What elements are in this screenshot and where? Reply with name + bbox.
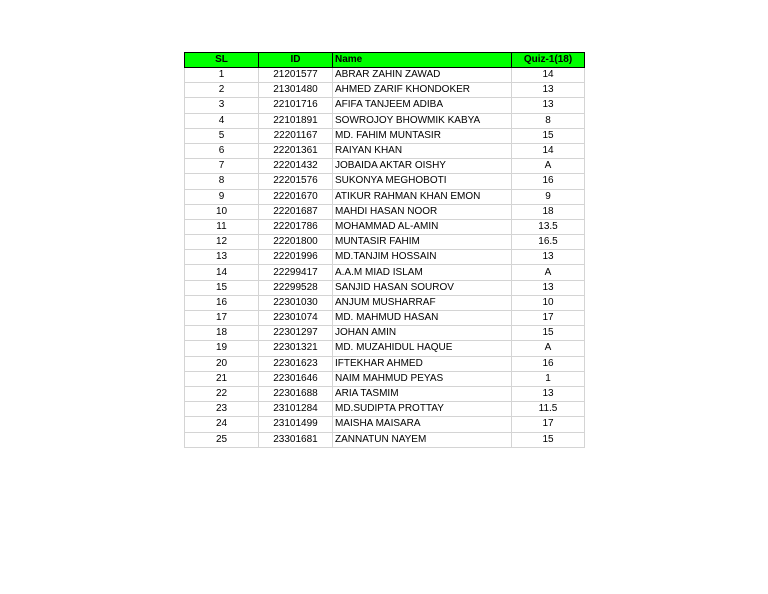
cell-sl[interactable]: 16: [185, 295, 259, 310]
cell-name[interactable]: MD. MUZAHIDUL HAQUE: [333, 341, 512, 356]
cell-id[interactable]: 22301030: [259, 295, 333, 310]
cell-name[interactable]: AHMED ZARIF KHONDOKER: [333, 83, 512, 98]
cell-name[interactable]: MD. MAHMUD HASAN: [333, 311, 512, 326]
cell-sl[interactable]: 24: [185, 417, 259, 432]
cell-sl[interactable]: 4: [185, 113, 259, 128]
cell-sl[interactable]: 25: [185, 432, 259, 447]
cell-sl[interactable]: 13: [185, 250, 259, 265]
cell-sl[interactable]: 5: [185, 128, 259, 143]
cell-id[interactable]: 22301321: [259, 341, 333, 356]
cell-sl[interactable]: 3: [185, 98, 259, 113]
cell-name[interactable]: JOBAIDA AKTAR OISHY: [333, 159, 512, 174]
cell-name[interactable]: IFTEKHAR AHMED: [333, 356, 512, 371]
table-row: [185, 386, 585, 401]
cell-sl[interactable]: 18: [185, 326, 259, 341]
table-row: [185, 371, 585, 386]
cell-sl[interactable]: 17: [185, 311, 259, 326]
cell-name[interactable]: MD.SUDIPTA PROTTAY: [333, 402, 512, 417]
cell-id[interactable]: 22201576: [259, 174, 333, 189]
table-row: [185, 159, 585, 174]
cell-id[interactable]: 22201786: [259, 219, 333, 234]
cell-id[interactable]: 22201996: [259, 250, 333, 265]
cell-sl[interactable]: 7: [185, 159, 259, 174]
cell-quiz[interactable]: 15: [512, 128, 585, 143]
cell-id[interactable]: 23101284: [259, 402, 333, 417]
cell-quiz[interactable]: A: [512, 265, 585, 280]
table-row: [185, 341, 585, 356]
cell-quiz[interactable]: 15: [512, 432, 585, 447]
cell-id[interactable]: 22201800: [259, 235, 333, 250]
table-row: [185, 235, 585, 250]
cell-id[interactable]: 23301681: [259, 432, 333, 447]
cell-id[interactable]: 22301646: [259, 371, 333, 386]
cell-quiz[interactable]: 14: [512, 143, 585, 158]
cell-name[interactable]: ABRAR ZAHIN ZAWAD: [333, 68, 512, 83]
table-row: [185, 143, 585, 158]
cell-sl[interactable]: 11: [185, 219, 259, 234]
cell-name[interactable]: NAIM MAHMUD PEYAS: [333, 371, 512, 386]
cell-name[interactable]: MUNTASIR FAHIM: [333, 235, 512, 250]
header-id[interactable]: ID: [259, 53, 333, 68]
table-row: [185, 113, 585, 128]
cell-name[interactable]: MAHDI HASAN NOOR: [333, 204, 512, 219]
cell-quiz[interactable]: 16: [512, 174, 585, 189]
cell-quiz[interactable]: 1: [512, 371, 585, 386]
cell-name[interactable]: SOWROJOY BHOWMIK KABYA: [333, 113, 512, 128]
cell-name[interactable]: MAISHA MAISARA: [333, 417, 512, 432]
table-row: [185, 250, 585, 265]
cell-quiz[interactable]: 11.5: [512, 402, 585, 417]
cell-id[interactable]: 22299528: [259, 280, 333, 295]
table-row: [185, 189, 585, 204]
table-row: [185, 128, 585, 143]
cell-id[interactable]: 22101891: [259, 113, 333, 128]
cell-quiz[interactable]: 16: [512, 356, 585, 371]
cell-quiz[interactable]: 17: [512, 417, 585, 432]
table-body: [185, 68, 585, 448]
cell-quiz[interactable]: 18: [512, 204, 585, 219]
cell-sl[interactable]: 15: [185, 280, 259, 295]
cell-id[interactable]: 22201687: [259, 204, 333, 219]
header-name[interactable]: Name: [333, 53, 512, 68]
cell-quiz[interactable]: 9: [512, 189, 585, 204]
cell-sl[interactable]: 10: [185, 204, 259, 219]
cell-id[interactable]: 21201577: [259, 68, 333, 83]
cell-sl[interactable]: 14: [185, 265, 259, 280]
cell-quiz[interactable]: 13: [512, 250, 585, 265]
table-row: [185, 98, 585, 113]
cell-sl[interactable]: 23: [185, 402, 259, 417]
cell-quiz[interactable]: 13: [512, 386, 585, 401]
cell-id[interactable]: 22201361: [259, 143, 333, 158]
table-row: [185, 295, 585, 310]
table-row: [185, 417, 585, 432]
cell-quiz[interactable]: 10: [512, 295, 585, 310]
table-row: [185, 68, 585, 83]
cell-name[interactable]: SUKONYA MEGHOBOTI: [333, 174, 512, 189]
cell-quiz[interactable]: 14: [512, 68, 585, 83]
cell-name[interactable]: MD.TANJIM HOSSAIN: [333, 250, 512, 265]
table-row: [185, 311, 585, 326]
header-sl[interactable]: SL: [185, 53, 259, 68]
cell-name[interactable]: ZANNATUN NAYEM: [333, 432, 512, 447]
cell-quiz[interactable]: 17: [512, 311, 585, 326]
cell-quiz[interactable]: 8: [512, 113, 585, 128]
cell-sl[interactable]: 22: [185, 386, 259, 401]
cell-id[interactable]: 22301688: [259, 386, 333, 401]
cell-sl[interactable]: 19: [185, 341, 259, 356]
table-row: [185, 265, 585, 280]
cell-name[interactable]: SANJID HASAN SOUROV: [333, 280, 512, 295]
cell-name[interactable]: JOHAN AMIN: [333, 326, 512, 341]
cell-id[interactable]: 21301480: [259, 83, 333, 98]
cell-quiz[interactable]: 13: [512, 98, 585, 113]
cell-sl[interactable]: 6: [185, 143, 259, 158]
grade-table: [184, 52, 585, 448]
cell-quiz[interactable]: A: [512, 159, 585, 174]
header-quiz[interactable]: Quiz-1(18): [512, 53, 585, 68]
cell-name[interactable]: ARIA TASMIM: [333, 386, 512, 401]
cell-sl[interactable]: 8: [185, 174, 259, 189]
table-row: [185, 204, 585, 219]
cell-quiz[interactable]: 15: [512, 326, 585, 341]
table-row: [185, 432, 585, 447]
table-row: [185, 83, 585, 98]
table-row: [185, 402, 585, 417]
cell-id[interactable]: 22201432: [259, 159, 333, 174]
cell-name[interactable]: AFIFA TANJEEM ADIBA: [333, 98, 512, 113]
cell-quiz[interactable]: A: [512, 341, 585, 356]
cell-name[interactable]: RAIYAN KHAN: [333, 143, 512, 158]
cell-name[interactable]: ANJUM MUSHARRAF: [333, 295, 512, 310]
cell-id[interactable]: 22301074: [259, 311, 333, 326]
cell-name[interactable]: MOHAMMAD AL-AMIN: [333, 219, 512, 234]
cell-sl[interactable]: 9: [185, 189, 259, 204]
cell-quiz[interactable]: 16.5: [512, 235, 585, 250]
header-row: [185, 53, 585, 68]
cell-quiz[interactable]: 13: [512, 280, 585, 295]
cell-sl[interactable]: 21: [185, 371, 259, 386]
cell-id[interactable]: 22299417: [259, 265, 333, 280]
table-row: [185, 219, 585, 234]
table-row: [185, 174, 585, 189]
table-row: [185, 326, 585, 341]
cell-quiz[interactable]: 13.5: [512, 219, 585, 234]
cell-id[interactable]: 22101716: [259, 98, 333, 113]
cell-id[interactable]: 23101499: [259, 417, 333, 432]
cell-sl[interactable]: 1: [185, 68, 259, 83]
cell-name[interactable]: A.A.M MIAD ISLAM: [333, 265, 512, 280]
cell-id[interactable]: 22301623: [259, 356, 333, 371]
cell-name[interactable]: MD. FAHIM MUNTASIR: [333, 128, 512, 143]
cell-sl[interactable]: 12: [185, 235, 259, 250]
cell-id[interactable]: 22201167: [259, 128, 333, 143]
table-row: [185, 356, 585, 371]
table-row: [185, 280, 585, 295]
cell-name[interactable]: ATIKUR RAHMAN KHAN EMON: [333, 189, 512, 204]
cell-quiz[interactable]: 13: [512, 83, 585, 98]
cell-id[interactable]: 22201670: [259, 189, 333, 204]
cell-sl[interactable]: 20: [185, 356, 259, 371]
cell-sl[interactable]: 2: [185, 83, 259, 98]
cell-id[interactable]: 22301297: [259, 326, 333, 341]
